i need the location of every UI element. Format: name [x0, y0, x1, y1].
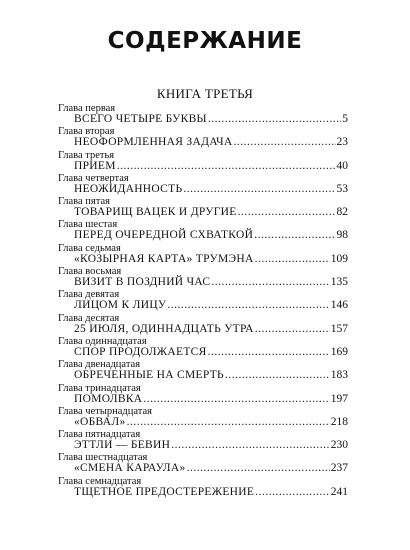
chapter-title: ОБРЕЧЕННЫЕ НА СМЕРТЬ	[74, 369, 224, 382]
toc-entry	[58, 452, 348, 475]
toc-entry	[58, 359, 348, 382]
toc-row	[58, 229, 348, 242]
toc-entry	[58, 313, 348, 336]
chapter-label: Глава одиннадцатая	[58, 335, 147, 347]
chapter-title: ВИЗИТ В ПОЗДНИЙ ЧАС	[74, 276, 211, 289]
page-number: 218	[330, 415, 348, 428]
toc-row	[58, 136, 348, 149]
toc-row	[58, 206, 348, 219]
toc-row	[58, 113, 348, 126]
toc-entry	[58, 173, 348, 196]
dot-leader	[171, 439, 330, 452]
chapter-title: ТЩЕТНОЕ ПРЕДОСТЕРЕЖЕНИЕ	[74, 485, 255, 498]
chapter-title: НЕОЖИДАННОСТЬ	[74, 182, 183, 195]
toc-row	[58, 323, 348, 336]
page-number: 135	[330, 276, 348, 289]
page-number: 183	[330, 369, 348, 382]
toc-entry	[58, 126, 348, 149]
page-number: 53	[336, 182, 348, 195]
toc-row	[58, 299, 348, 312]
dot-leader	[225, 369, 330, 382]
toc-row	[58, 439, 348, 452]
chapter-label: Глава девятая	[58, 289, 120, 301]
chapter-label: Глава восьмая	[58, 266, 122, 278]
dot-leader	[255, 253, 330, 266]
chapter-label: Глава пятнадцатая	[58, 429, 141, 441]
chapter-title: ЭТТЛИ — БЕВИН	[74, 439, 171, 452]
page-number: 157	[330, 322, 348, 335]
page-number: 40	[336, 159, 348, 172]
chapter-title: 25 ИЮЛЯ, ОДИННАДЦАТЬ УТРА	[74, 322, 254, 335]
chapter-label: Глава шестнадцатая	[58, 452, 148, 464]
chapter-title: НЕОФОРМЛЕННАЯ ЗАДАЧА	[74, 136, 233, 149]
chapter-label: Глава пятая	[58, 196, 110, 208]
book-title: КНИГА ТРЕТЬЯ	[156, 86, 254, 101]
chapter-title: ТОВАРИЩ ВАЦЕК И ДРУГИЕ	[74, 206, 237, 219]
chapter-title: ПРИЕМ	[74, 159, 116, 172]
toc-entry	[58, 243, 348, 266]
dot-leader	[255, 323, 330, 336]
dot-leader	[233, 136, 335, 149]
page-number: 197	[330, 392, 348, 405]
dot-leader	[255, 486, 330, 499]
toc-entry	[58, 219, 348, 242]
dot-leader	[127, 416, 330, 429]
page-number: 109	[330, 252, 348, 265]
dot-leader	[117, 160, 336, 173]
toc-row	[58, 183, 348, 196]
chapter-title: ЛИЦОМ К ЛИЦУ	[74, 299, 167, 312]
toc-entry	[58, 336, 348, 359]
toc-row	[58, 369, 348, 382]
toc-entry	[58, 196, 348, 219]
chapter-title: «КОЗЫРНАЯ КАРТА» ТРУМЭНА	[74, 252, 254, 265]
dot-leader	[254, 229, 335, 242]
chapter-label: Глава седьмая	[58, 242, 121, 254]
chapter-label: Глава первая	[58, 103, 116, 114]
toc-row	[58, 346, 348, 359]
toc-entry	[58, 383, 348, 406]
toc-row	[58, 160, 348, 173]
page-number: 5	[342, 113, 348, 125]
chapter-label: Глава семнадцатая	[58, 475, 142, 487]
dot-leader	[143, 393, 329, 406]
page-number: 82	[336, 206, 348, 219]
chapter-label: Глава четвертая	[58, 172, 129, 184]
toc-entry	[58, 289, 348, 312]
chapter-label: Глава вторая	[58, 126, 115, 138]
toc-entry	[58, 150, 348, 173]
dot-leader	[167, 299, 329, 312]
chapter-title: «ОБВАЛ»	[74, 415, 126, 428]
chapter-label: Глава четырнадцатая	[58, 405, 152, 417]
toc-row	[58, 416, 348, 429]
page-number: 230	[330, 439, 348, 452]
chapter-title: СПОР ПРОДОЛЖАЕТСЯ	[74, 345, 207, 358]
chapter-label: Глава третья	[58, 149, 115, 161]
toc-row	[58, 486, 348, 499]
toc-entry	[58, 406, 348, 429]
page-number: 241	[330, 485, 348, 498]
dot-leader	[187, 462, 330, 475]
chapter-label: Глава шестая	[58, 219, 118, 231]
dot-leader	[208, 113, 341, 126]
page-number: 169	[330, 345, 348, 358]
dot-leader	[208, 346, 330, 359]
dot-leader	[211, 276, 329, 289]
toc-row	[58, 393, 348, 406]
toc-row	[58, 253, 348, 266]
table-of-contents	[58, 103, 348, 499]
toc-entry	[58, 266, 348, 289]
toc-row	[58, 276, 348, 289]
page-number: 98	[336, 229, 348, 242]
chapter-label: Глава тринадцатая	[58, 382, 141, 394]
page-title: СОДЕРЖАНИЕ	[107, 28, 303, 54]
toc-row	[58, 462, 348, 475]
page-number: 23	[336, 136, 348, 149]
page-number: 237	[330, 462, 348, 475]
dot-leader	[238, 206, 336, 219]
page-number: 146	[330, 299, 348, 312]
chapter-title: ВСЕГО ЧЕТЫРЕ БУКВЫ	[74, 113, 207, 125]
chapter-label: Глава десятая	[58, 312, 120, 324]
chapter-title: ПОМОЛВКА	[74, 392, 143, 405]
chapter-title: ПЕРЕД ОЧЕРЕДНОЙ СХВАТКОЙ	[74, 229, 254, 242]
chapter-label: Глава двенадцатая	[58, 359, 141, 371]
toc-entry	[58, 103, 348, 126]
toc-entry	[58, 476, 348, 499]
toc-entry	[58, 429, 348, 452]
chapter-title: «СМЕНА КАРАУЛА»	[74, 462, 186, 475]
dot-leader	[183, 183, 335, 196]
